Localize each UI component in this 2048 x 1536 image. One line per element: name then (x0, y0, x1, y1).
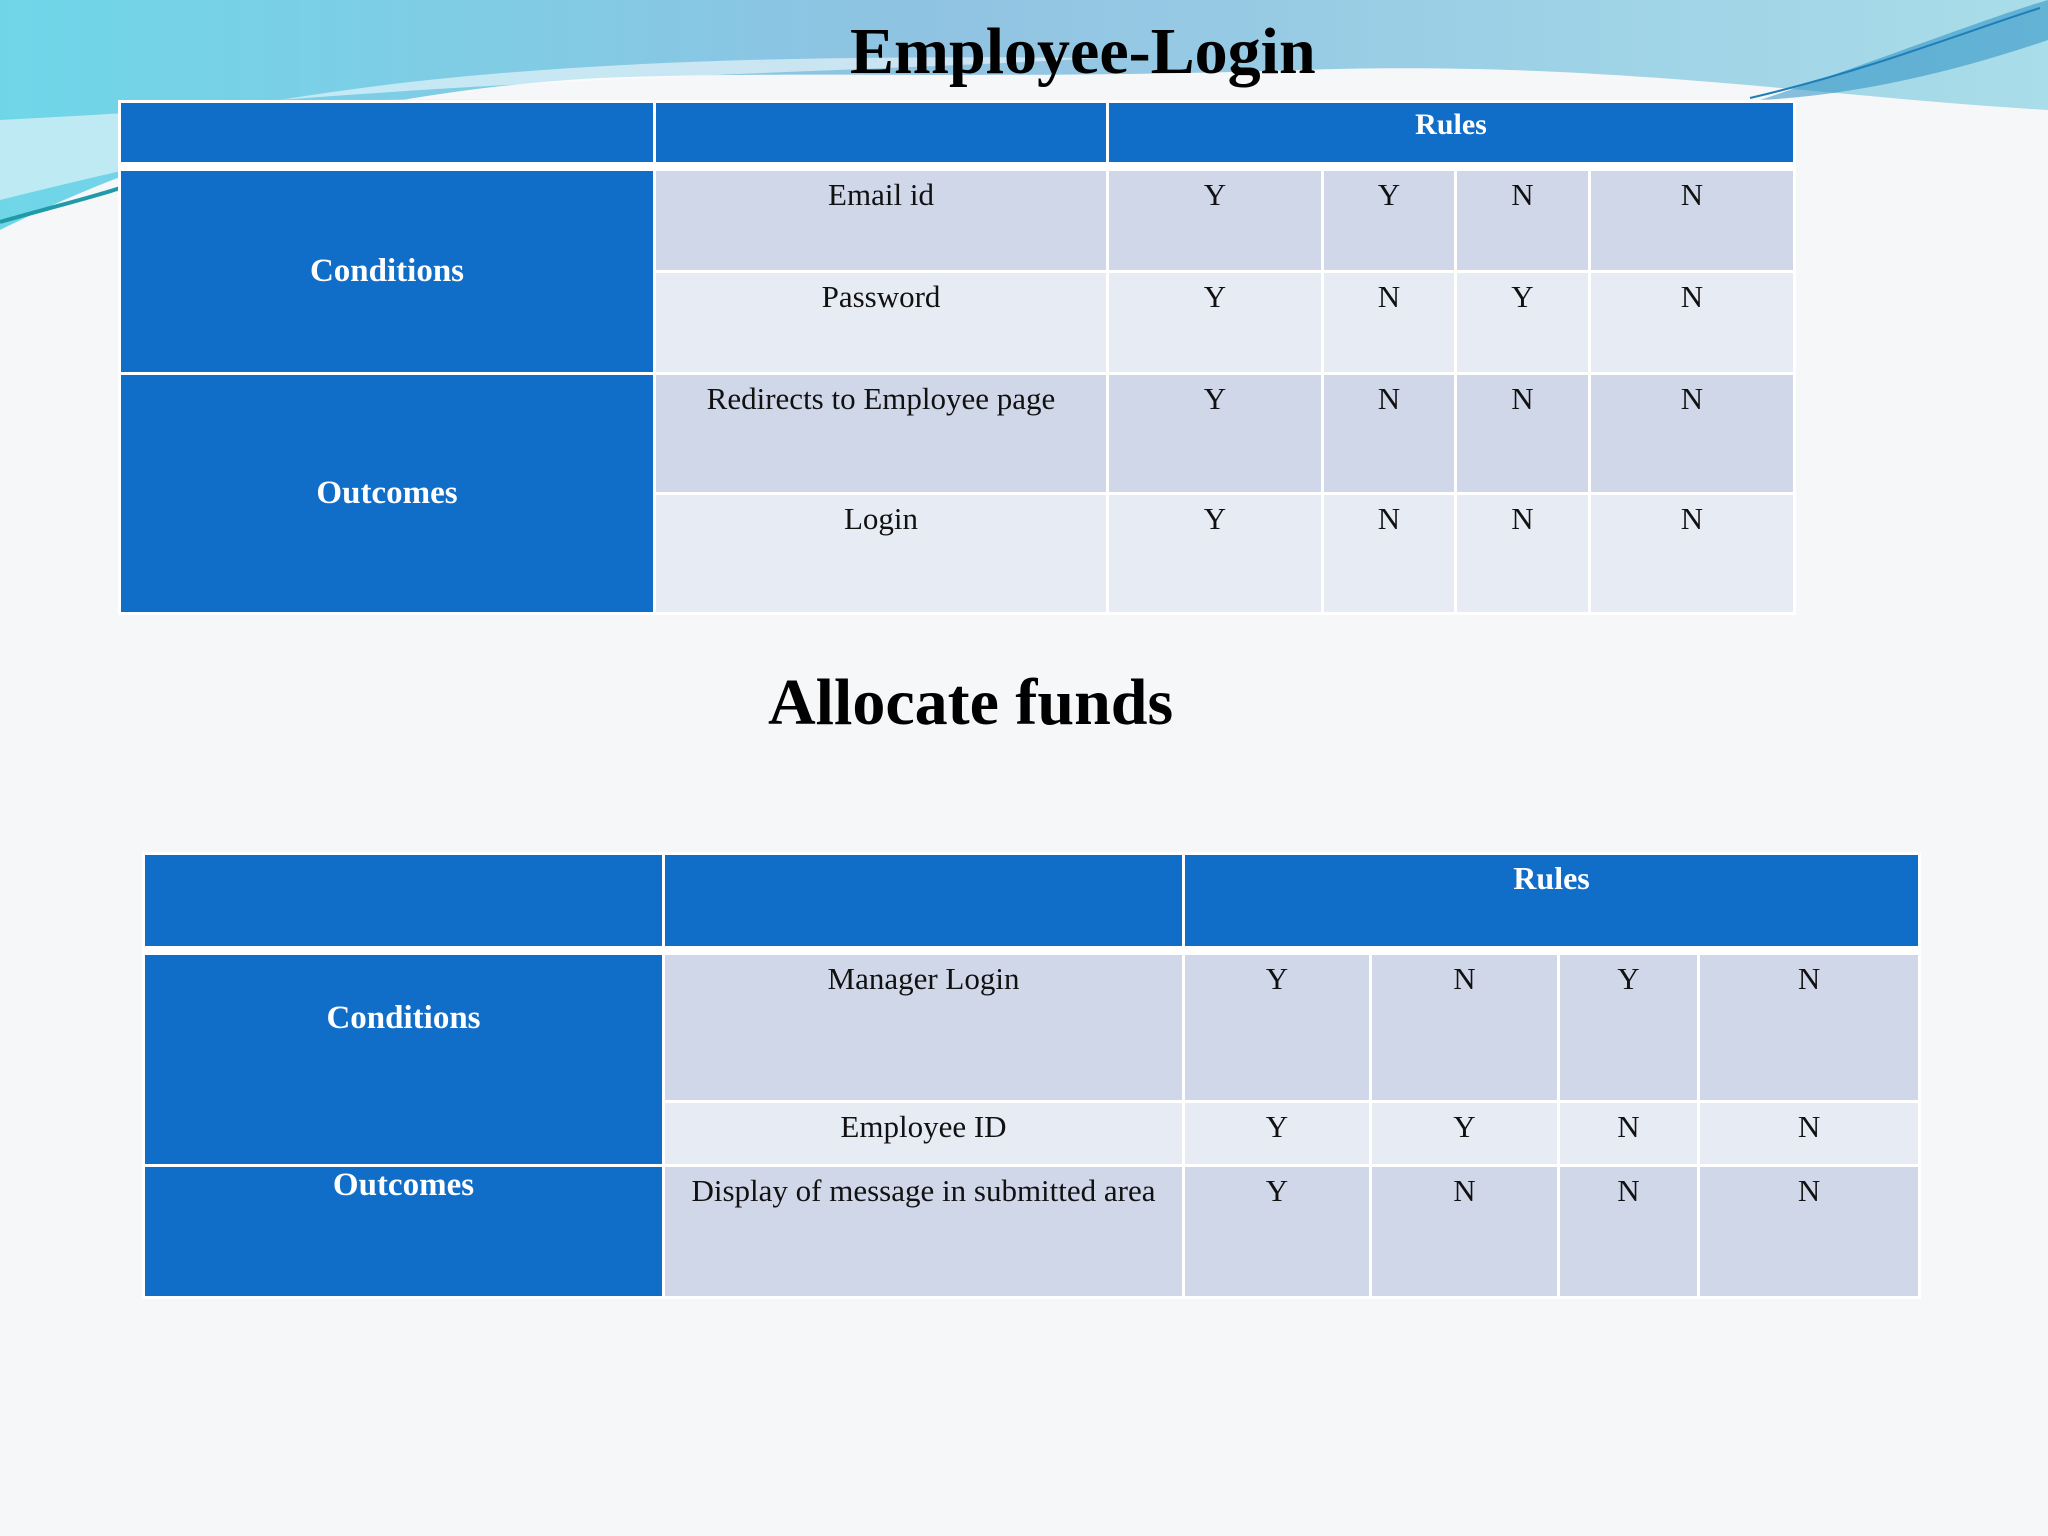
rule-cell: N (1590, 272, 1795, 374)
rule-cell: Y (1108, 494, 1323, 614)
employee-login-title: Employee-Login (850, 15, 1316, 88)
row-label: Login (655, 494, 1108, 614)
rule-cell: Y (1108, 170, 1323, 272)
rule-cell: Y (1371, 1102, 1559, 1166)
rule-cell: N (1699, 1166, 1920, 1298)
rule-cell: Y (1184, 954, 1371, 1102)
rule-cell: Y (1184, 1102, 1371, 1166)
rule-cell: N (1456, 494, 1590, 614)
row-label: Email id (655, 170, 1108, 272)
allocate-funds-title: Allocate funds (768, 666, 1174, 739)
conditions-label: Conditions (120, 170, 655, 374)
rule-cell: N (1371, 1166, 1559, 1298)
header-blank-cell (120, 102, 655, 164)
table-row (120, 170, 1795, 272)
rules-header (1108, 102, 1795, 164)
rule-cell: N (1590, 374, 1795, 494)
rule-cell: Y (1108, 374, 1323, 494)
header-blank-cell (664, 854, 1184, 948)
rules-label: Rules (1415, 108, 1487, 141)
rule-cell: N (1456, 374, 1590, 494)
rule-cell: Y (1108, 272, 1323, 374)
row-label: Manager Login (664, 954, 1184, 1102)
row-label: Employee ID (664, 1102, 1184, 1166)
header-blank-cell (144, 854, 664, 948)
allocate-funds-decision-table (142, 852, 1921, 1299)
rule-cell: Y (1559, 954, 1699, 1102)
table-row (120, 374, 1795, 494)
table-row (144, 1166, 1920, 1298)
rule-cell: N (1323, 494, 1456, 614)
header-blank-cell (655, 102, 1108, 164)
rule-cell: N (1323, 272, 1456, 374)
rule-cell: Y (1323, 170, 1456, 272)
rule-cell: Y (1184, 1166, 1371, 1298)
rule-cell: N (1590, 170, 1795, 272)
rule-cell: N (1371, 954, 1559, 1102)
outcomes-label: Outcomes (144, 1166, 664, 1298)
row-label: Redirects to Employee page (655, 374, 1108, 494)
conditions-label: Conditions (144, 954, 664, 1166)
rules-header (1184, 854, 1920, 948)
rule-cell: Y (1456, 272, 1590, 374)
rule-cell: N (1590, 494, 1795, 614)
rules-label: Rules (1513, 860, 1590, 896)
table-row (144, 954, 1920, 1102)
rule-cell: N (1456, 170, 1590, 272)
employee-login-decision-table (118, 100, 1796, 615)
rule-cell: N (1323, 374, 1456, 494)
outcomes-label: Outcomes (120, 374, 655, 614)
row-label: Display of message in submitted area (664, 1166, 1184, 1298)
rule-cell: N (1559, 1166, 1699, 1298)
rule-cell: N (1699, 1102, 1920, 1166)
rule-cell: N (1559, 1102, 1699, 1166)
row-label: Password (655, 272, 1108, 374)
rule-cell: N (1699, 954, 1920, 1102)
